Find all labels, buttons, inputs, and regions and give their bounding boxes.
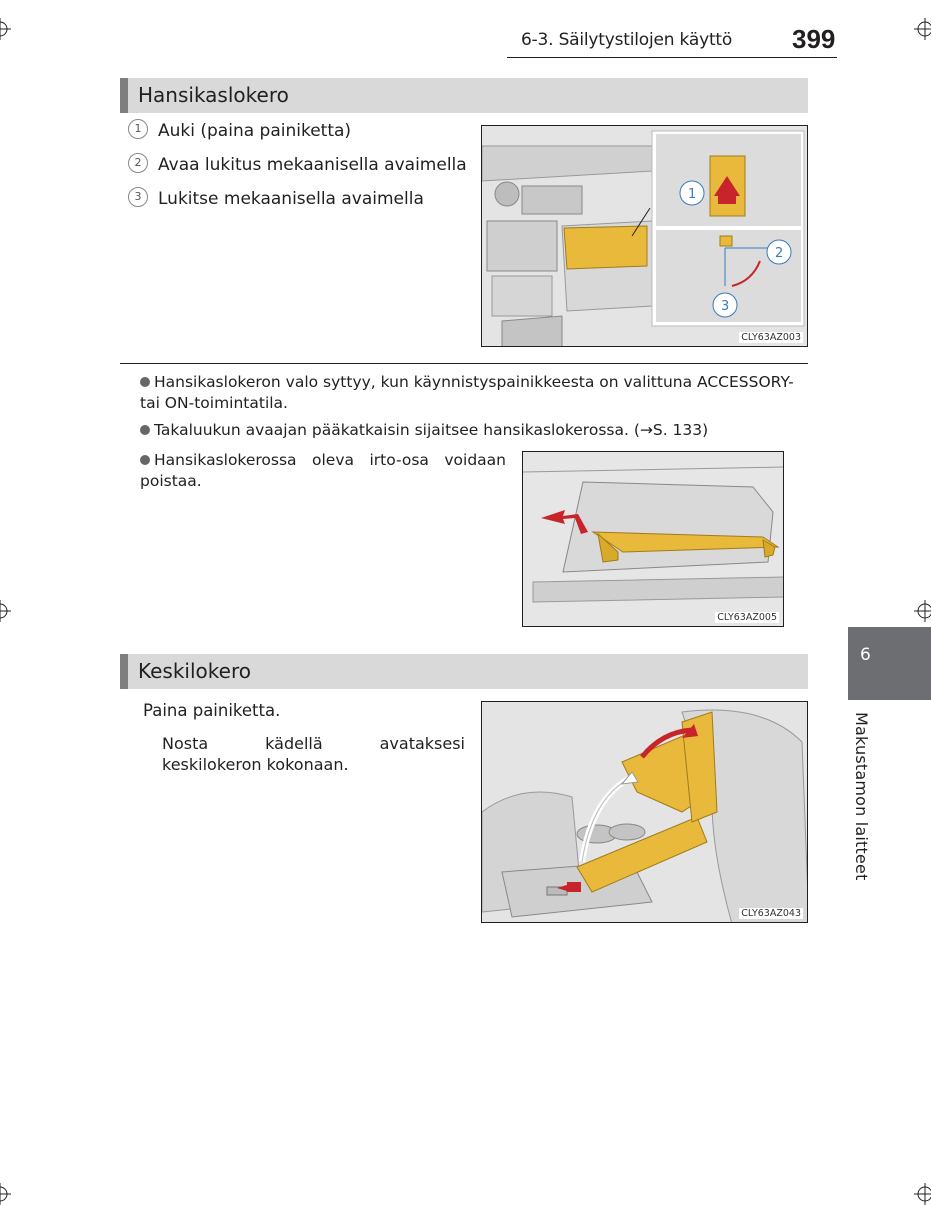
chapter-tab — [848, 627, 931, 700]
sub-instruction-text: Nosta kädellä avataksesi keskilokeron kokonaan. — [162, 734, 465, 774]
instruction-text: Paina painiketta. — [143, 701, 281, 720]
step-text: Lukitse mekaanisella avaimella — [158, 189, 424, 209]
step-number: 1 — [128, 119, 148, 139]
step-number: 2 — [128, 153, 148, 173]
registration-mark — [0, 1183, 11, 1205]
registration-mark — [0, 600, 11, 622]
figure-code: CLY63AZ003 — [741, 332, 801, 343]
bullet-icon — [140, 425, 150, 435]
svg-text:2: 2 — [775, 246, 784, 261]
header-divider — [507, 57, 837, 58]
glovebox-insert-illustration — [522, 451, 784, 627]
section-title: Keskilokero — [138, 659, 251, 683]
step-text: Avaa lukitus mekaanisella avaimella — [158, 155, 467, 175]
step-number: 3 — [128, 187, 148, 207]
glovebox-interior-drawing — [523, 452, 784, 627]
glovebox-illustration — [481, 125, 808, 347]
registration-mark — [914, 1183, 931, 1205]
console-drawing — [482, 702, 808, 923]
page-number: 399 — [792, 24, 836, 54]
section-heading-glovebox — [120, 78, 808, 113]
figure-code: CLY63AZ005 — [717, 612, 777, 623]
center-console-illustration — [481, 701, 808, 923]
chapter-label: Makustamon laitteet — [852, 712, 871, 881]
section-divider — [120, 363, 808, 364]
svg-text:1: 1 — [688, 187, 697, 202]
note-item — [140, 450, 506, 492]
chapter-number: 6 — [860, 645, 871, 665]
section-header: 6-3. Säilytystilojen käyttö — [521, 30, 733, 50]
section-title: Hansikaslokero — [138, 83, 289, 107]
registration-mark — [914, 18, 931, 40]
note-item — [140, 420, 808, 441]
step-item — [128, 189, 424, 209]
step-text: Auki (paina painiketta) — [158, 121, 352, 141]
note-text: Takaluukun avaajan pääkatkaisin sijaitsee hansikaslokerossa. (→S. 133) — [154, 421, 709, 439]
bullet-icon — [140, 455, 150, 465]
note-text: Hansikaslokeron valo syttyy, kun käynnistyspainikkeesta on valittuna ACCESSORY- tai ON-toimintatila. — [140, 373, 794, 412]
dashboard-drawing — [482, 126, 808, 347]
registration-mark — [914, 600, 931, 622]
bullet-icon — [140, 377, 150, 387]
note-text: Hansikaslokerossa oleva irto-osa voidaan poistaa. — [140, 451, 506, 490]
step-item — [128, 155, 467, 175]
svg-text:3: 3 — [721, 299, 730, 314]
note-item — [140, 372, 808, 414]
step-item — [128, 121, 351, 141]
figure-code: CLY63AZ043 — [741, 908, 801, 919]
section-heading-center-console — [120, 654, 808, 689]
registration-mark — [0, 18, 11, 40]
